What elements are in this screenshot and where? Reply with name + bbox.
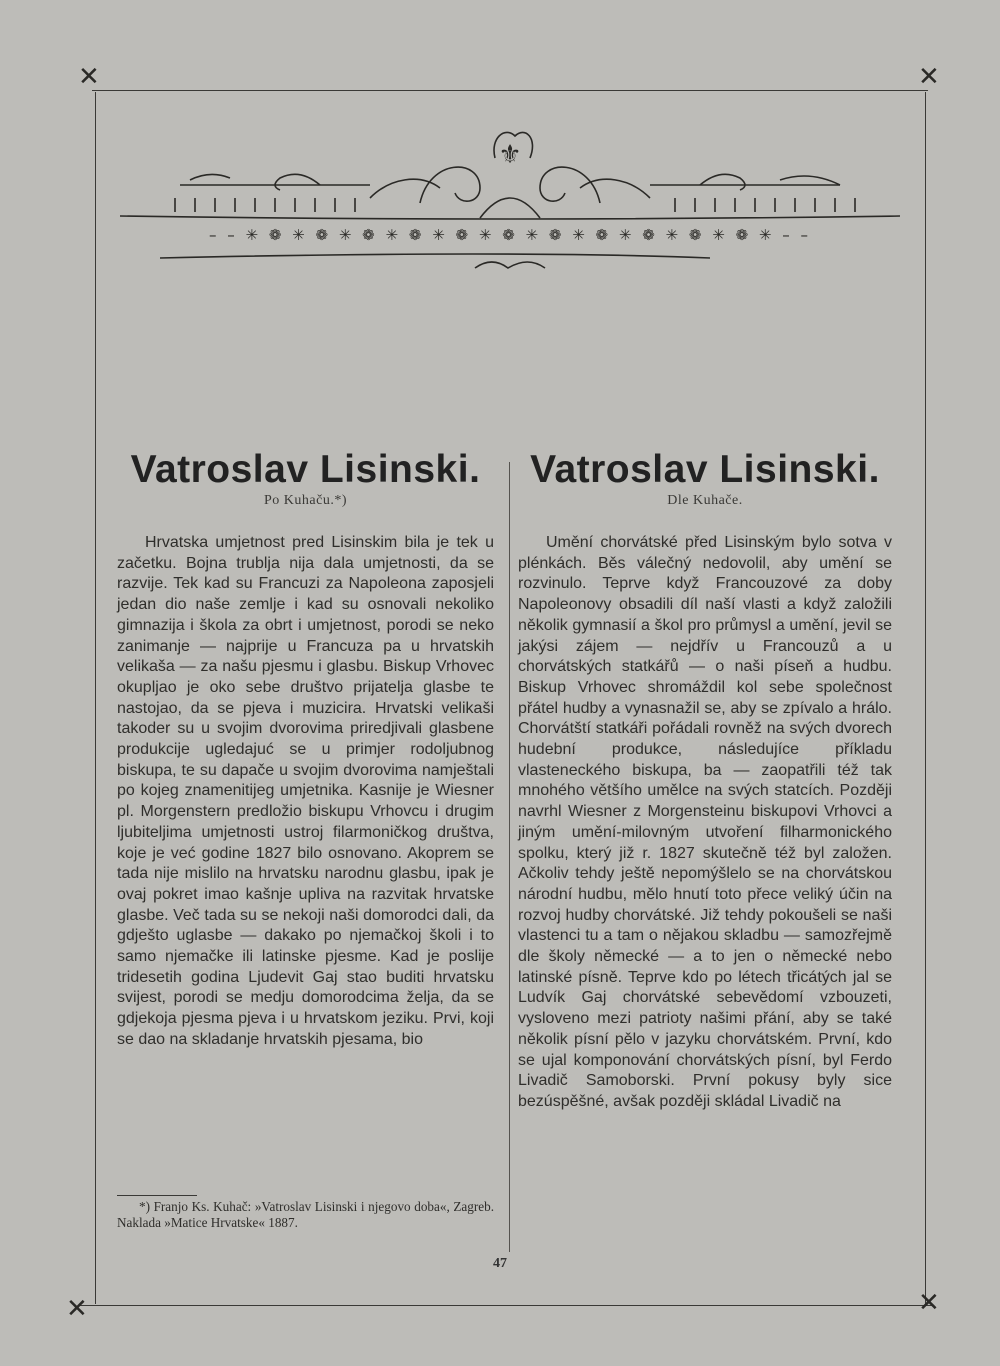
right-column-paragraph: Umění chorvátské před Lisinským bylo sotva v plénkách. Běs válečný nedovolil, aby umění se rozvinulo. Teprve když Francouzové za doby Napoleonovy obsadili díl naší vlasti a když založili několik gymnasií a škol pro průmysl a umění, jevil se jakýsi zájem — nejdřív u Francouzů a u chorvátských statkářů — o naši píseň a hudbu. Biskup Vrhovec shromáždil kol sebe společnost přátel hudby a vynasnažil se, aby se zpívalo a hrálo. Chorvátští statkáři pořádali rovněž na svých dvorech hudební produkce, následujíce příkladu vlasteneckého biskupa, ba — zaopatřili též tak mnohého většího umělce na svých statcích. Později navrhl Wiesner z Morgensteinu biskupovi Vrhovci a jiným umění-milovným utvoření filharmonického spolku, který již r. 1827 skutečně též byl založen. Ačkoliv tehdy ještě nepomýšlelo se na chorvátskou národní hudbu, mělo hnutí toto přece veliký účin na rozvoj hudby chorvátské. Již tehdy pokoušeli se naši vlastenci tu a tam o nějakou skladbu — samozřejmě dle školy německé — a to jen o německé nebo latinské písně. Teprve kdo po létech třicátých jal se Ludvík Gaj chorvátské sebevědomí vzbouzeti, vysloveno mezi patrioty našimi přání, aby se také několik písní pělo v jazyku chorvátském. První, kdo se ujal komponování chorvátských písní, byl Ferdo Livadič Samoborski. První pokusy byly sice bezúspěšné, avšak později skládal Livadič na [518,534,892,1110]
svg-text:⚜: ⚜ [498,140,522,170]
right-column-body [518,533,892,1113]
footnote: *) Franjo Ks. Kuhač: »Vatroslav Lisinski i njegovo doba«, Zagreb. Naklada »Matice Hrvatske« 1887. [117,1199,494,1230]
column-divider [509,462,510,1252]
right-column-subtitle: Dle Kuhače. [667,493,743,508]
left-column-paragraph: Hrvatska umjetnost pred Lisinskim bila je tek u začetku. Bojna trublja nija dala umjetnosti, da se razvije. Tek kad su Francuzi za Napoleona zaposjeli jedan dio naše zemlje i kad su osnovali nekoliko gimnazija i škola za obrt i umjetnost, porodi se neko zanimanje — najprije u Francuza pa u hrvatskih velikaša — za našu pjesmu i glasbu. Biskup Vrhovec okupljao je oko sebe društvo prijatelja glasbe te nastojao, da se pjeva i muzicira. Hrvatski velikaši takoder su u svojim dvorovima priredjivali glasbene produkcije ugledajuć se u primjer rodoljubnog biskupa, te su dapače u svojim dvorovima namještali po kojeg znamenitijeg umjetnika. Kasnije je Wiesner pl. Morgenstern predložio biskupu Vrhovcu i drugim ljubiteljima umjetnosti ustroj filarmoničkog društva, koje je već godine 1827 bilo osnovano. Akoprem se tada nije mislilo na hrvatsku narodnu glasbu, ipak je ovaj pokret imao kašnje upliva na razvitak hrvatske glasbe. Več tada su se nekoji naši domorodci dali, da gdješto uglasbe — dakako po njemačkoj školi i to samo njemačke ili latinske pjesme. Kad je poslije tridesetih godina Ljudevit Gaj stao buditi hrvatsku svijest, porodi se medju domorodcima želja, da se gdjekoja pjesma pjeva i u hrvatskom jeziku. Prvi, koji se dao na skladanje hrvatskih pjesama, bio [117,534,494,1048]
corner-ornament-top-right-icon: ✕ [918,62,940,92]
header-ornament-icon [120,118,900,288]
frame-right-rule [925,92,926,1304]
left-column-subtitle: Po Kuhaču.*) [264,493,347,508]
frame-top-rule [92,90,928,91]
left-column-title: Vatroslav Lisinski. [130,448,481,491]
svg-text:– – ✳ ❁ ✳ ❁ ✳ ❁ ✳ ❁ ✳ ❁ ✳ ❁ ✳: – – ✳ ❁ ✳ ❁ ✳ ❁ ✳ ❁ ✳ ❁ ✳ ❁ ✳ ❁ ✳ ❁ ✳ ❁ ✳ ❁ ✳ ❁ ✳ – – [208,226,812,244]
page-number: 47 [493,1256,507,1271]
footnote-rule [117,1195,197,1196]
right-column-title: Vatroslav Lisinski. [530,448,880,491]
frame-bottom-rule [78,1305,934,1306]
left-column-body [117,533,494,1051]
frame-left-rule [95,92,96,1304]
corner-ornament-top-left-icon: ✕ [78,62,100,92]
corner-ornament-bottom-right-icon: ✕ [918,1288,940,1318]
corner-ornament-bottom-left-icon: ✕ [66,1294,88,1324]
